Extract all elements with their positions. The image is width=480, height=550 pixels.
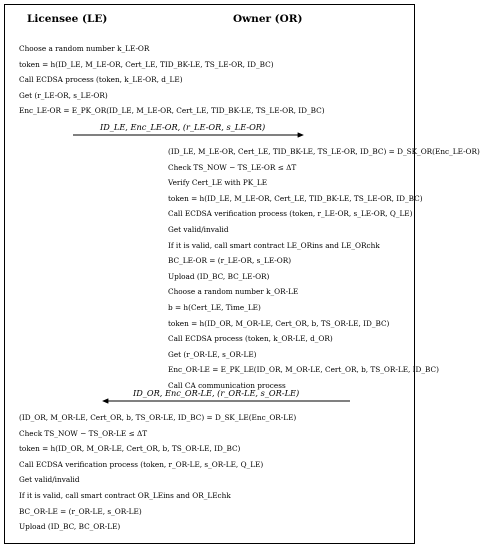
owner-header: Owner (OR) [233,13,303,25]
step-line: token = h(ID_OR, M_OR-LE, Cert_OR, b, TS_OR-LE, ID_BC) [168,318,390,328]
step-line: BC_OR-LE = (r_OR-LE, s_OR-LE) [19,506,142,516]
step-line: Upload (ID_BC, BC_LE-OR) [168,271,270,281]
step-line: Upload (ID_BC, BC_OR-LE) [19,522,121,532]
step-line: If it is valid, call smart contract LE_ORins and LE_ORchk [168,240,380,250]
protocol-diagram [4,4,480,544]
step-line: b = h(Cert_LE, Time_LE) [168,303,261,312]
step-line: Choose a random number k_LE-OR [19,44,150,53]
step-line: (ID_LE, M_LE-OR, Cert_LE, TID_BK-LE, TS_LE-OR, ID_BC) = D_SK_OR(Enc_LE-OR) [168,147,480,156]
step-line: token = h(ID_LE, M_LE-OR, Cert_LE, TID_BK-LE, TS_LE-OR, ID_BC) [19,59,274,69]
step-line: Call ECDSA process (token, k_OR-LE, d_OR) [168,334,333,344]
step-line: (ID_OR, M_OR-LE, Cert_OR, b, TS_OR-LE, ID_BC) = D_SK_LE(Enc_OR-LE) [19,413,297,422]
step-line: Call ECDSA verification process (token, r_OR-LE, s_OR-LE, Q_LE) [19,459,264,469]
step-line: token = h(ID_LE, M_LE-OR, Cert_LE, TID_BK-LE, TS_LE-OR, ID_BC) [168,193,423,203]
step-line: Get valid/invalid [19,475,80,485]
message-1-label: ID_LE, Enc_LE-OR, (r_LE-OR, s_LE-OR) [100,122,266,132]
step-line: Check TS_NOW − TS_OR-LE ≤ ΔT [19,428,148,438]
step-line: Enc_LE-OR = E_PK_OR(ID_LE, M_LE-OR, Cert_LE, TID_BK-LE, TS_LE-OR, ID_BC) [19,106,325,115]
message-2-label: ID_OR, Enc_OR-LE, (r_OR-LE, s_OR-LE) [133,388,300,398]
step-line: Verify Cert_LE with PK_LE [168,178,268,188]
step-line: Call CA communication process [168,381,286,390]
step-line: Enc_OR-LE = E_PK_LE(ID_OR, M_OR-LE, Cert_OR, b, TS_OR-LE, ID_BC) [168,365,439,375]
step-line: Call ECDSA verification process (token, r_LE-OR, s_LE-OR, Q_LE) [168,209,413,219]
message-arrows [5,5,416,545]
step-line: Call ECDSA process (token, k_LE-OR, d_LE) [19,75,183,84]
step-line: Check TS_NOW − TS_LE-OR ≤ ΔT [168,162,297,172]
step-line: BC_LE-OR = (r_LE-OR, s_LE-OR) [168,256,292,266]
step-line: Get (r_LE-OR, s_LE-OR) [19,90,108,100]
licensee-header: Licensee (LE) [27,13,108,25]
step-line: Choose a random number k_OR-LE [168,287,299,297]
step-line: Get valid/invalid [168,225,229,234]
step-line: token = h(ID_OR, M_OR-LE, Cert_OR, b, TS_OR-LE, ID_BC) [19,444,241,454]
step-line: Get (r_OR-LE, s_OR-LE) [168,349,257,359]
step-line: If it is valid, call smart contract OR_LEins and OR_LEchk [19,491,231,500]
